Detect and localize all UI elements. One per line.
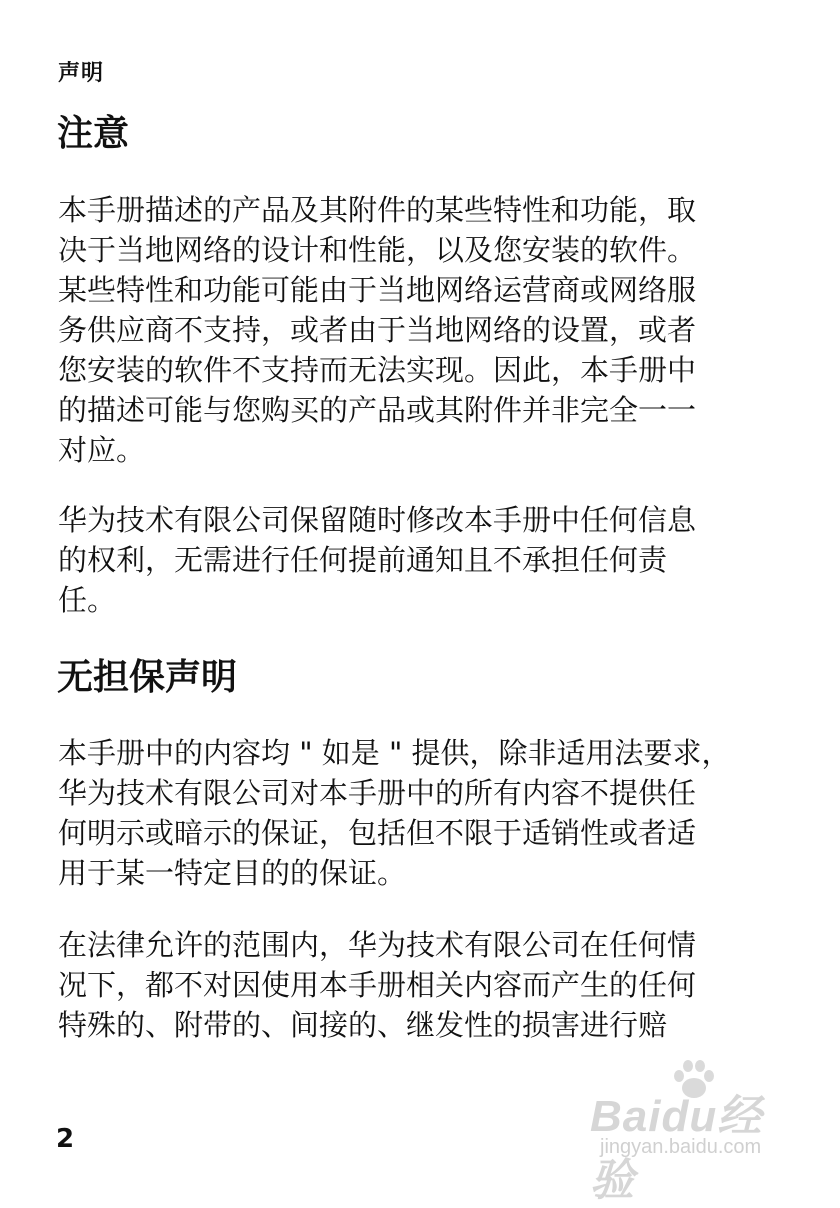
running-head: 声明 xyxy=(58,61,105,86)
page-number: 2 xyxy=(56,1124,75,1154)
baidu-jingyan-watermark xyxy=(590,1058,790,1205)
paragraph: 在法律允许的范围内，华为技术有限公司在任何情 况下，都不对因使用本手册相关内容而产生的任何 特殊的、附带的、间接的、继发性的损害进行赔 xyxy=(58,928,697,1042)
paragraph: 华为技术有限公司保留随时修改本手册中任何信息 的权利，无需进行任何提前通知且不承担任何责 任。 xyxy=(58,503,697,617)
paragraph: 本手册中的内容均 " 如是 " 提供，除非适用法要求， 华为技术有限公司对本手册中的所有内容不提供任 何明示或暗示的保证，包括但不限于适销性或者适 用于某一特定目的的保证。 xyxy=(58,736,731,890)
section-title-notice: 注意 xyxy=(57,113,130,154)
section-title-no-warranty: 无担保声明 xyxy=(57,657,238,698)
watermark-url: jingyan.baidu.com xyxy=(600,1136,762,1158)
watermark-brand: Baidu经验 xyxy=(590,1092,763,1205)
paragraph: 本手册描述的产品及其附件的某些特性和功能，取 决于当地网络的设计和性能，以及您安装的软件。 某些特性和功能可能由于当地网络运营商或网络服 务供应商不支持，或者由于当地网络的设置，或者 您安装的软件不支持而无法实现。因此，本手册中 的描述可能与您购买的产品或其附件并非完全一一 对应。 xyxy=(58,193,697,467)
